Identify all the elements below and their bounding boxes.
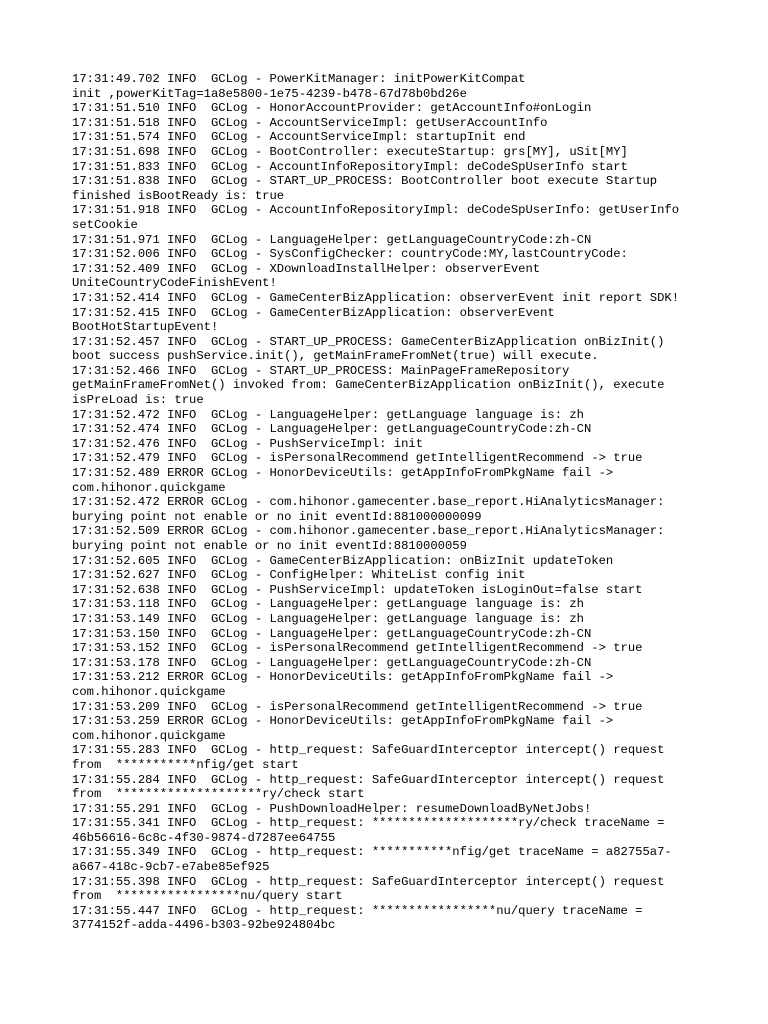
log-line: 17:31:53.212 ERROR GCLog - HonorDeviceUtils: getAppInfoFromPkgName fail ->	[72, 670, 614, 685]
log-line: getMainFrameFromNet() invoked from: GameCenterBizApplication onBizInit(), execute	[72, 378, 665, 393]
log-line: 17:31:53.178 INFO GCLog - LanguageHelper: getLanguageCountryCode:zh-CN	[72, 655, 592, 670]
log-line: from ***********nfig/get start	[72, 757, 299, 772]
log-line: 17:31:55.341 INFO GCLog - http_request: ********************ry/check traceName =	[72, 816, 665, 831]
log-line: 17:31:52.479 INFO GCLog - isPersonalRecommend getIntelligentRecommend -> true	[72, 451, 643, 466]
log-line: 17:31:51.833 INFO GCLog - AccountInfoRepositoryImpl: deCodeSpUserInfo start	[72, 159, 628, 174]
log-line: from *****************nu/query start	[72, 889, 343, 904]
log-line: 17:31:52.409 INFO GCLog - XDownloadInstallHelper: observerEvent	[72, 261, 541, 276]
log-line: 17:31:53.118 INFO GCLog - LanguageHelper: getLanguage language is: zh	[72, 597, 584, 612]
log-line: 17:31:53.259 ERROR GCLog - HonorDeviceUtils: getAppInfoFromPkgName fail ->	[72, 714, 614, 729]
log-document	[72, 72, 712, 933]
log-line: boot success pushService.init(), getMainFrameFromNet(true) will execute.	[72, 349, 599, 364]
log-line: BootHotStartupEvent!	[72, 320, 219, 335]
log-line: 17:31:55.398 INFO GCLog - http_request: SafeGuardInterceptor intercept() request	[72, 874, 665, 889]
log-line: 17:31:53.149 INFO GCLog - LanguageHelper: getLanguage language is: zh	[72, 611, 584, 626]
log-line: 17:31:55.283 INFO GCLog - http_request: SafeGuardInterceptor intercept() request	[72, 743, 665, 758]
log-line: a667-418c-9cb7-e7abe85ef925	[72, 860, 270, 875]
log-line: 17:31:51.838 INFO GCLog - START_UP_PROCESS: BootController boot execute Startup	[72, 174, 658, 189]
log-line: 17:31:51.698 INFO GCLog - BootController: executeStartup: grs[MY], uSit[MY]	[72, 144, 628, 159]
log-line: 17:31:52.414 INFO GCLog - GameCenterBizApplication: observerEvent init report SDK!	[72, 290, 680, 305]
log-line: 17:31:52.509 ERROR GCLog - com.hihonor.gamecenter.base_report.HiAnalyticsManager:	[72, 524, 665, 539]
log-line: 3774152f-adda-4496-b303-92be924804bc	[72, 918, 336, 933]
log-line: 17:31:51.971 INFO GCLog - LanguageHelper: getLanguageCountryCode:zh-CN	[72, 232, 592, 247]
log-line: 17:31:52.476 INFO GCLog - PushServiceImpl: init	[72, 436, 424, 451]
log-line: com.hihonor.quickgame	[72, 728, 226, 743]
log-line: 17:31:52.489 ERROR GCLog - HonorDeviceUtils: getAppInfoFromPkgName fail ->	[72, 466, 614, 481]
log-line: 17:31:53.209 INFO GCLog - isPersonalRecommend getIntelligentRecommend -> true	[72, 699, 643, 714]
log-line: 17:31:53.150 INFO GCLog - LanguageHelper: getLanguageCountryCode:zh-CN	[72, 626, 592, 641]
log-line: 17:31:52.627 INFO GCLog - ConfigHelper: WhiteList config init	[72, 568, 526, 583]
log-lines	[72, 72, 712, 933]
log-line: 17:31:51.918 INFO GCLog - AccountInfoRepositoryImpl: deCodeSpUserInfo: getUserInfo	[72, 203, 680, 218]
log-line: isPreLoad is: true	[72, 393, 204, 408]
log-line: 17:31:55.291 INFO GCLog - PushDownloadHelper: resumeDownloadByNetJobs!	[72, 801, 592, 816]
log-line: 17:31:52.472 ERROR GCLog - com.hihonor.gamecenter.base_report.HiAnalyticsManager:	[72, 495, 665, 510]
log-line: 17:31:52.457 INFO GCLog - START_UP_PROCESS: GameCenterBizApplication onBizInit()	[72, 334, 665, 349]
log-line: from ********************ry/check start	[72, 787, 365, 802]
log-line: init ,powerKitTag=1a8e5800-1e75-4239-b478-67d78b0bd26e	[72, 86, 467, 101]
log-line: 17:31:52.472 INFO GCLog - LanguageHelper: getLanguage language is: zh	[72, 407, 584, 422]
log-line: 17:31:52.466 INFO GCLog - START_UP_PROCESS: MainPageFrameRepository	[72, 363, 570, 378]
log-line: com.hihonor.quickgame	[72, 684, 226, 699]
log-line: com.hihonor.quickgame	[72, 480, 226, 495]
log-line: 17:31:53.152 INFO GCLog - isPersonalRecommend getIntelligentRecommend -> true	[72, 641, 643, 656]
log-line: 17:31:52.605 INFO GCLog - GameCenterBizApplication: onBizInit updateToken	[72, 553, 614, 568]
log-line: 17:31:52.415 INFO GCLog - GameCenterBizApplication: observerEvent	[72, 305, 555, 320]
log-line: burying point not enable or no init eventId:881000000099	[72, 509, 482, 524]
log-line: 17:31:51.518 INFO GCLog - AccountServiceImpl: getUserAccountInfo	[72, 115, 548, 130]
log-line: UniteCountryCodeFinishEvent!	[72, 276, 277, 291]
log-line: 17:31:55.284 INFO GCLog - http_request: SafeGuardInterceptor intercept() request	[72, 772, 665, 787]
log-line: setCookie	[72, 217, 138, 232]
log-line: 17:31:51.510 INFO GCLog - HonorAccountProvider: getAccountInfo#onLogin	[72, 101, 592, 116]
log-line: finished isBootReady is: true	[72, 188, 285, 203]
log-line: 17:31:49.702 INFO GCLog - PowerKitManager: initPowerKitCompat	[72, 72, 526, 86]
log-line: 17:31:55.447 INFO GCLog - http_request: *****************nu/query traceName =	[72, 903, 643, 918]
log-line: 17:31:52.474 INFO GCLog - LanguageHelper: getLanguageCountryCode:zh-CN	[72, 422, 592, 437]
log-line: 17:31:55.349 INFO GCLog - http_request: ***********nfig/get traceName = a82755a7-	[72, 845, 672, 860]
log-line: 17:31:52.006 INFO GCLog - SysConfigChecker: countryCode:MY,lastCountryCode:	[72, 247, 628, 262]
log-line: 17:31:51.574 INFO GCLog - AccountServiceImpl: startupInit end	[72, 130, 526, 145]
log-line: burying point not enable or no init eventId:8810000059	[72, 539, 467, 553]
log-line: 46b56616-6c8c-4f30-9874-d7287ee64755	[72, 830, 336, 845]
log-line: 17:31:52.638 INFO GCLog - PushServiceImpl: updateToken isLoginOut=false start	[72, 582, 643, 597]
